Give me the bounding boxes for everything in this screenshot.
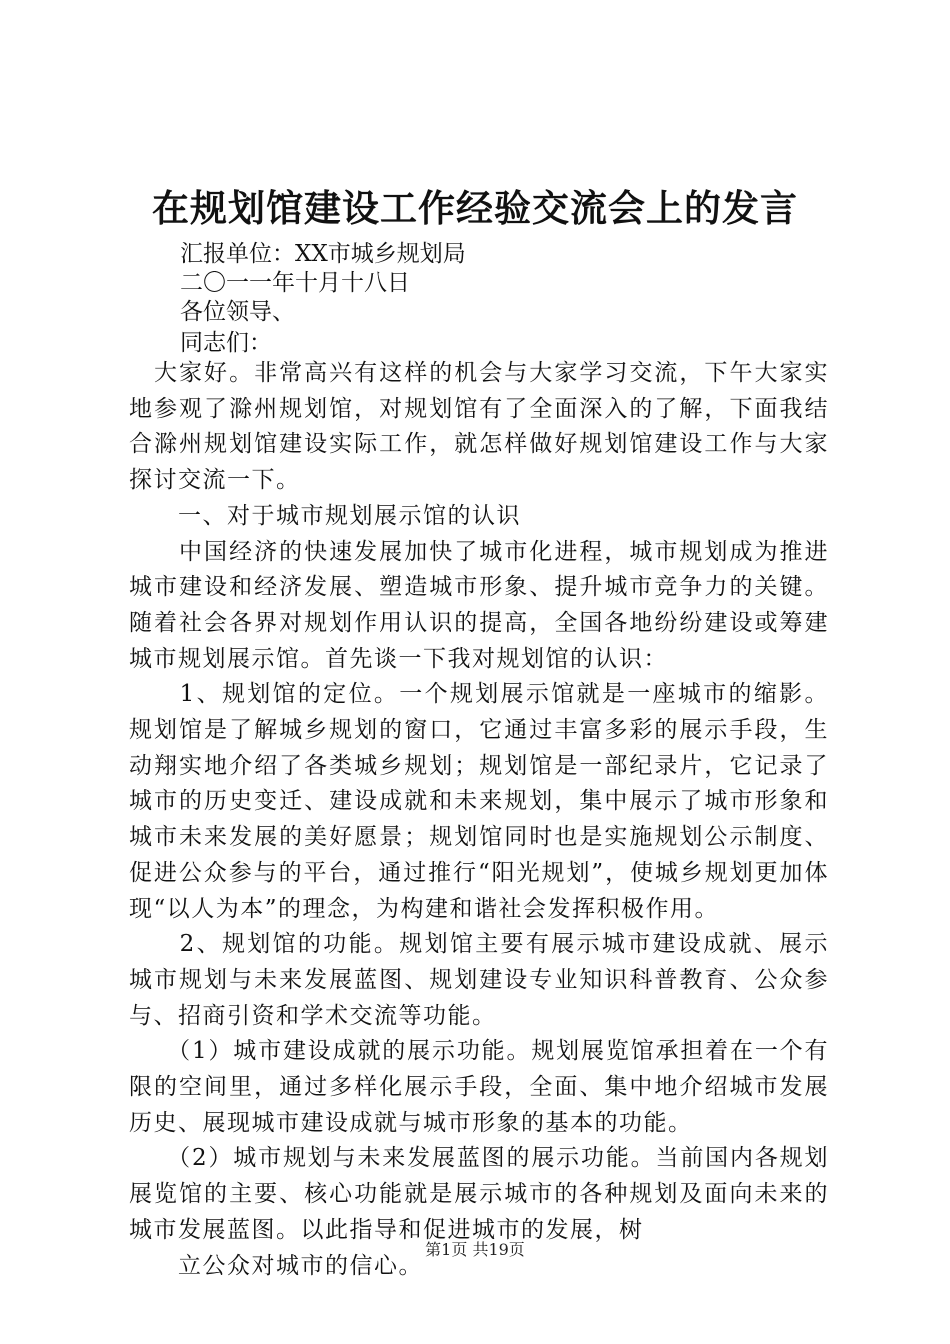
paragraph-function-1: （1）城市建设成就的展示功能。规划展览馆承担着在一个有限的空间里，通过多样化展示手段，全面、集中地介绍城市发展历史、展现城市建设成就与城市形象的基本的功能。 xyxy=(129,1038,829,1136)
paragraph-positioning: 1、规划馆的定位。一个规划展示馆就是一座城市的缩影。规划馆是了解城乡规划的窗口，它通过丰富多彩的展示手段，生动翔实地介绍了各类城乡规划；规划馆是一部纪录片，它记录了城市的历史变迁、建设成就和未来规划，集中展示了城市形象和城市未来发展的美好愿景；规划馆同时也是实施规划公示制度、促进公众参与的平台，通过推行“阳光规划”，使城乡规划更加体现“以人为本”的理念，为构建和谐社会发挥积极作用。 xyxy=(129,681,829,922)
reporting-unit: 汇报单位：XX市城乡规划局 xyxy=(180,241,466,267)
paragraph-continuation: 立公众对城市的信心。 xyxy=(129,1252,423,1279)
document-title: 在规划馆建设工作经验交流会上的发言 xyxy=(152,186,798,230)
paragraph-function-2: （2）城市规划与未来发展蓝图的展示功能。当前国内各规划展览馆的主要、核心功能就是展示城市的各种规划及面向未来的城市发展蓝图。以此指导和促进城市的发展，树 xyxy=(129,1145,829,1243)
document-body xyxy=(129,356,829,1284)
paragraph-greeting: 大家好。非常高兴有这样的机会与大家学习交流，下午大家实地参观了滁州规划馆，对规划馆有了全面深入的了解，下面我结合滁州规划馆建设实际工作，就怎样做好规划馆建设工作与大家探讨交流一下。 xyxy=(129,360,829,494)
report-date: 二〇一一年十月十八日 xyxy=(180,270,410,296)
page-number: 第1页 共19页 xyxy=(425,1240,525,1259)
paragraph-functions: 2、规划馆的功能。规划馆主要有展示城市建设成就、展示城市规划与未来发展蓝图、规划建设专业知识科普教育、公众参与、招商引资和学术交流等功能。 xyxy=(129,931,829,1029)
section-heading-1: 一、对于城市规划展示馆的认识 xyxy=(129,502,521,529)
paragraph-background: 中国经济的快速发展加快了城市化进程，城市规划成为推进城市建设和经济发展、塑造城市形象、提升城市竞争力的关键。随着社会各界对规划作用认识的提高，全国各地纷纷建设或筹建城市规划展示馆。首先谈一下我对规划馆的认识： xyxy=(129,538,829,672)
salutation-comrades: 同志们： xyxy=(180,330,272,356)
salutation-leaders: 各位领导、 xyxy=(180,299,295,325)
